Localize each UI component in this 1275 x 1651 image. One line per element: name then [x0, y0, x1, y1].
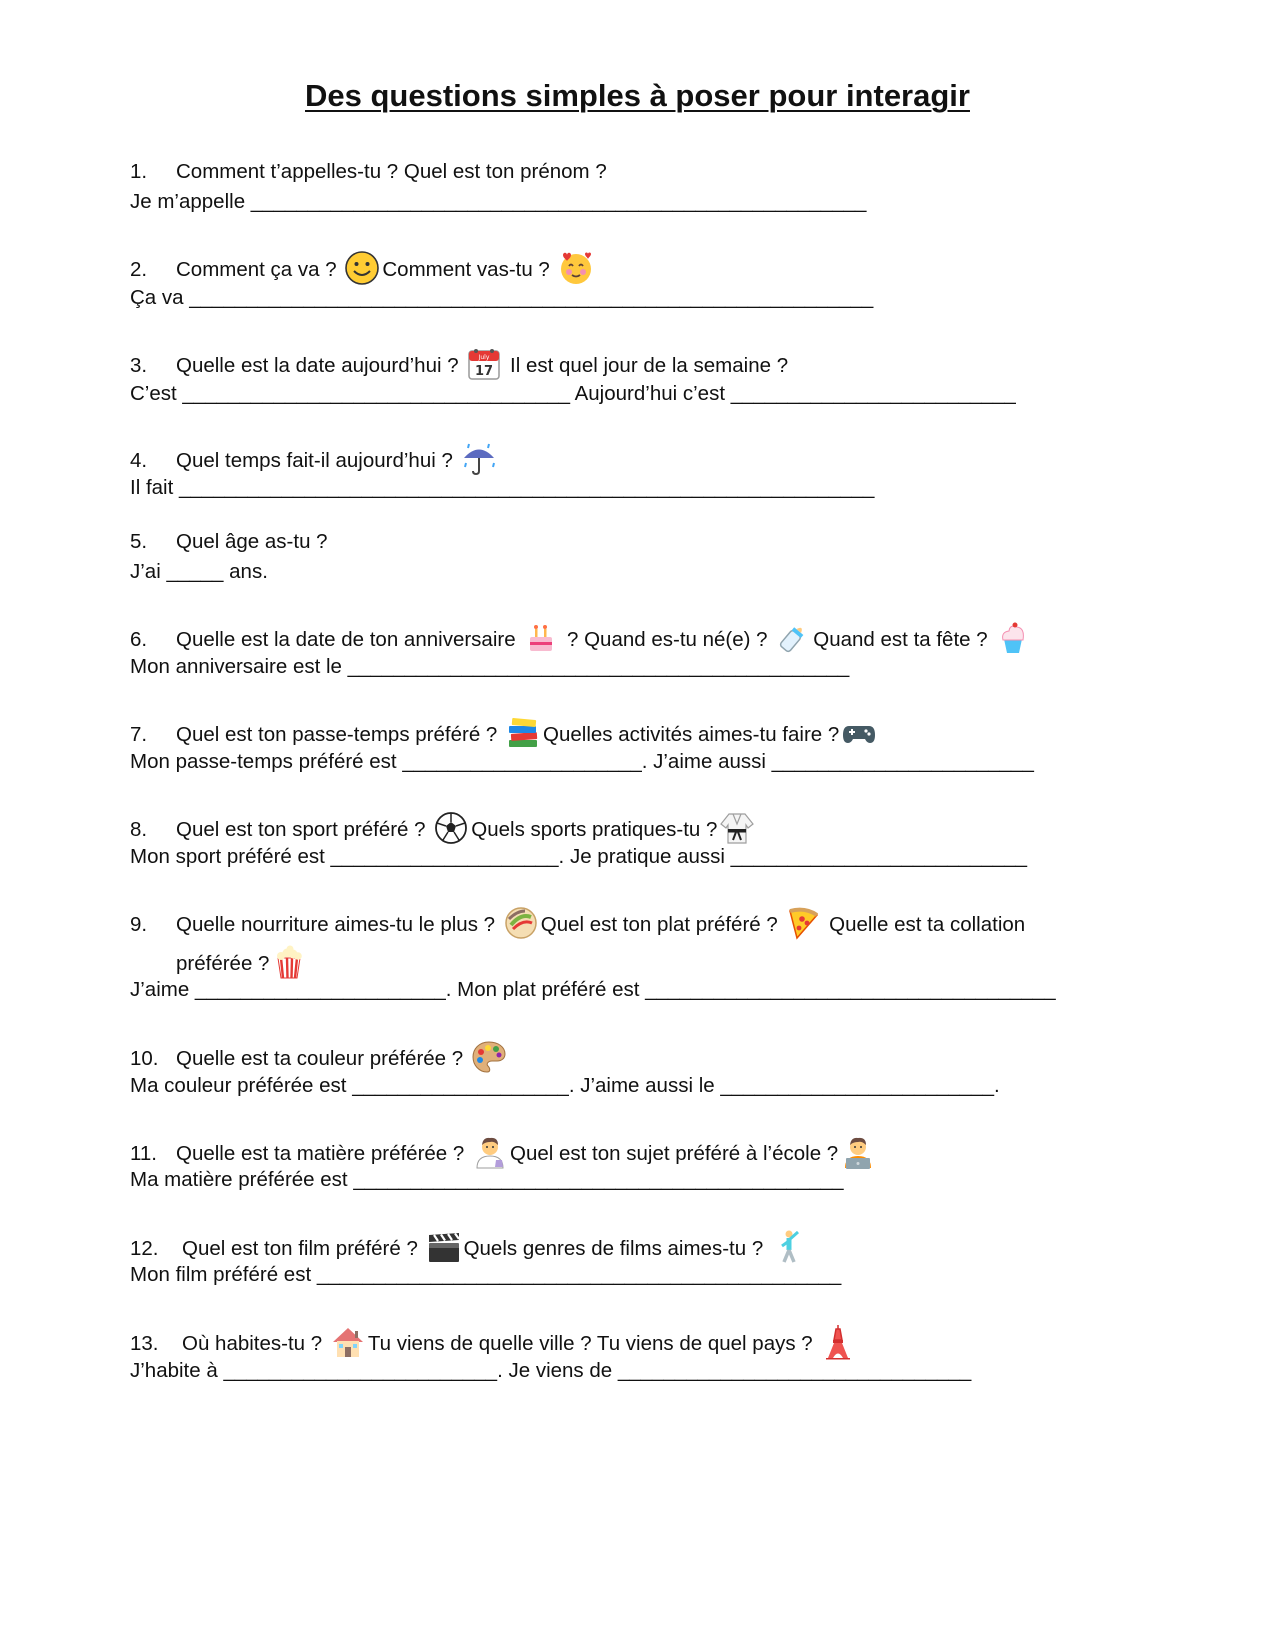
question-text: Quelle est ta collation	[823, 913, 1026, 936]
scientist-icon	[472, 1134, 508, 1170]
question-text: Quelle nourriture aimes-tu le plus ?	[176, 913, 496, 936]
question-text: Tu viens de quelle ville ? Tu viens de quel pays ?	[367, 1332, 813, 1355]
technologist-icon	[840, 1134, 876, 1170]
calendar-icon	[466, 346, 502, 382]
question-text: Comment t’appelles-tu ? Quel est ton prénom ?	[176, 160, 607, 183]
answer-line-12: Mon film préféré est ______________________________________________	[130, 1263, 842, 1286]
question-number: 9.	[130, 913, 148, 936]
question-text: Quelle est la date aujourd’hui ?	[176, 354, 459, 377]
martial-arts-uniform-icon	[719, 810, 755, 846]
question-number: 1.	[130, 160, 148, 183]
question-text: Quelle est la date de ton anniversaire	[176, 628, 516, 651]
question-6	[130, 620, 1033, 656]
question-11	[130, 1134, 878, 1170]
question-number: 12.	[130, 1237, 159, 1260]
question-number: 4.	[130, 449, 148, 472]
question-text: Quand est ta fête ?	[813, 628, 988, 651]
question-text: Comment vas-tu ?	[382, 258, 550, 281]
question-text: Quelle est ta matière préférée ?	[176, 1142, 465, 1165]
question-text: ? Quand es-tu né(e) ?	[561, 628, 768, 651]
question-text: Où habites-tu ?	[182, 1332, 323, 1355]
answer-line-6: Mon anniversaire est le ____________________________________________	[130, 655, 850, 678]
question-number: 3.	[130, 354, 148, 377]
answer-line-1: Je m’appelle ______________________________________________________	[130, 190, 867, 213]
question-text: Quel est ton plat préféré ?	[540, 913, 778, 936]
question-text: Quel est ton passe-temps préféré ?	[176, 723, 498, 746]
question-number: 6.	[130, 628, 148, 651]
answer-line-11: Ma matière préférée est ___________________________________________	[130, 1168, 844, 1191]
answer-line-2: Ça va ____________________________________________________________	[130, 286, 874, 309]
answer-line-10: Ma couleur préférée est ___________________. J’aime aussi le ________________________.	[130, 1074, 1000, 1097]
question-2	[130, 250, 596, 286]
question-text: Quels genres de films aimes-tu ?	[463, 1237, 764, 1260]
question-text: Comment ça va ?	[176, 258, 337, 281]
question-text: Quel est ton sujet préféré à l’école ?	[510, 1142, 839, 1165]
question-4	[130, 441, 499, 477]
dancer-icon	[771, 1229, 807, 1265]
answer-line-9: J’aime ______________________. Mon plat préféré est ____________________________________	[130, 978, 1056, 1001]
question-text: préférée ?	[176, 952, 270, 975]
question-text: Quelle est ta couleur préférée ?	[176, 1047, 464, 1070]
umbrella-rain-icon	[461, 441, 497, 477]
answer-line-8: Mon sport préféré est ____________________. Je pratique aussi __________________________	[130, 845, 1028, 868]
question-9-continuation	[176, 944, 309, 980]
answer-line-3: C’est __________________________________ Aujourd’hui c’est _________________________	[130, 382, 1016, 405]
books-icon	[505, 715, 541, 751]
question-12	[130, 1229, 809, 1265]
soccer-ball-icon	[433, 810, 469, 846]
game-controller-icon	[841, 715, 877, 751]
answer-line-5: J’ai _____ ans.	[130, 560, 268, 583]
question-1	[130, 158, 607, 186]
question-9	[130, 905, 1025, 941]
question-8	[130, 810, 757, 846]
question-text: Quels sports pratiques-tu ?	[471, 818, 718, 841]
popcorn-icon	[271, 944, 307, 980]
question-number: 2.	[130, 258, 148, 281]
page-title: Des questions simples à poser pour interagir	[305, 78, 970, 113]
question-7	[130, 715, 879, 751]
house-icon	[330, 1324, 366, 1360]
question-10	[130, 1039, 509, 1075]
question-number: 7.	[130, 723, 148, 746]
question-text: Il est quel jour de la semaine ?	[504, 354, 789, 377]
burrito-icon	[503, 905, 539, 941]
question-number: 13.	[130, 1332, 159, 1355]
cupcake-icon	[995, 620, 1031, 656]
question-text: Quelles activités aimes-tu faire ?	[543, 723, 840, 746]
love-face-icon	[558, 250, 594, 286]
clapper-board-icon	[426, 1229, 462, 1265]
answer-line-4: Il fait _____________________________________________________________	[130, 476, 875, 499]
tower-icon	[820, 1324, 856, 1360]
question-text: Quel temps fait-il aujourd’hui ?	[176, 449, 453, 472]
question-3	[130, 346, 788, 382]
answer-line-7: Mon passe-temps préféré est _____________________. J’aime aussi _______________________	[130, 750, 1034, 773]
question-number: 11.	[130, 1142, 157, 1165]
baby-bottle-icon	[775, 620, 811, 656]
question-5	[130, 528, 328, 556]
question-number: 8.	[130, 818, 148, 841]
calendar-month: July	[478, 354, 490, 361]
pizza-icon	[785, 905, 821, 941]
question-13	[130, 1324, 858, 1360]
question-text: Quel âge as-tu ?	[176, 530, 328, 553]
question-number: 5.	[130, 530, 148, 553]
smile-icon	[344, 250, 380, 286]
question-text: Quel est ton sport préféré ?	[176, 818, 426, 841]
answer-line-13: J’habite à ________________________. Je viens de _______________________________	[130, 1359, 972, 1382]
palette-icon	[471, 1039, 507, 1075]
question-number: 10.	[130, 1047, 159, 1070]
calendar-day: 17	[475, 364, 494, 379]
birthday-cake-icon	[523, 620, 559, 656]
question-text: Quel est ton film préféré ?	[182, 1237, 418, 1260]
